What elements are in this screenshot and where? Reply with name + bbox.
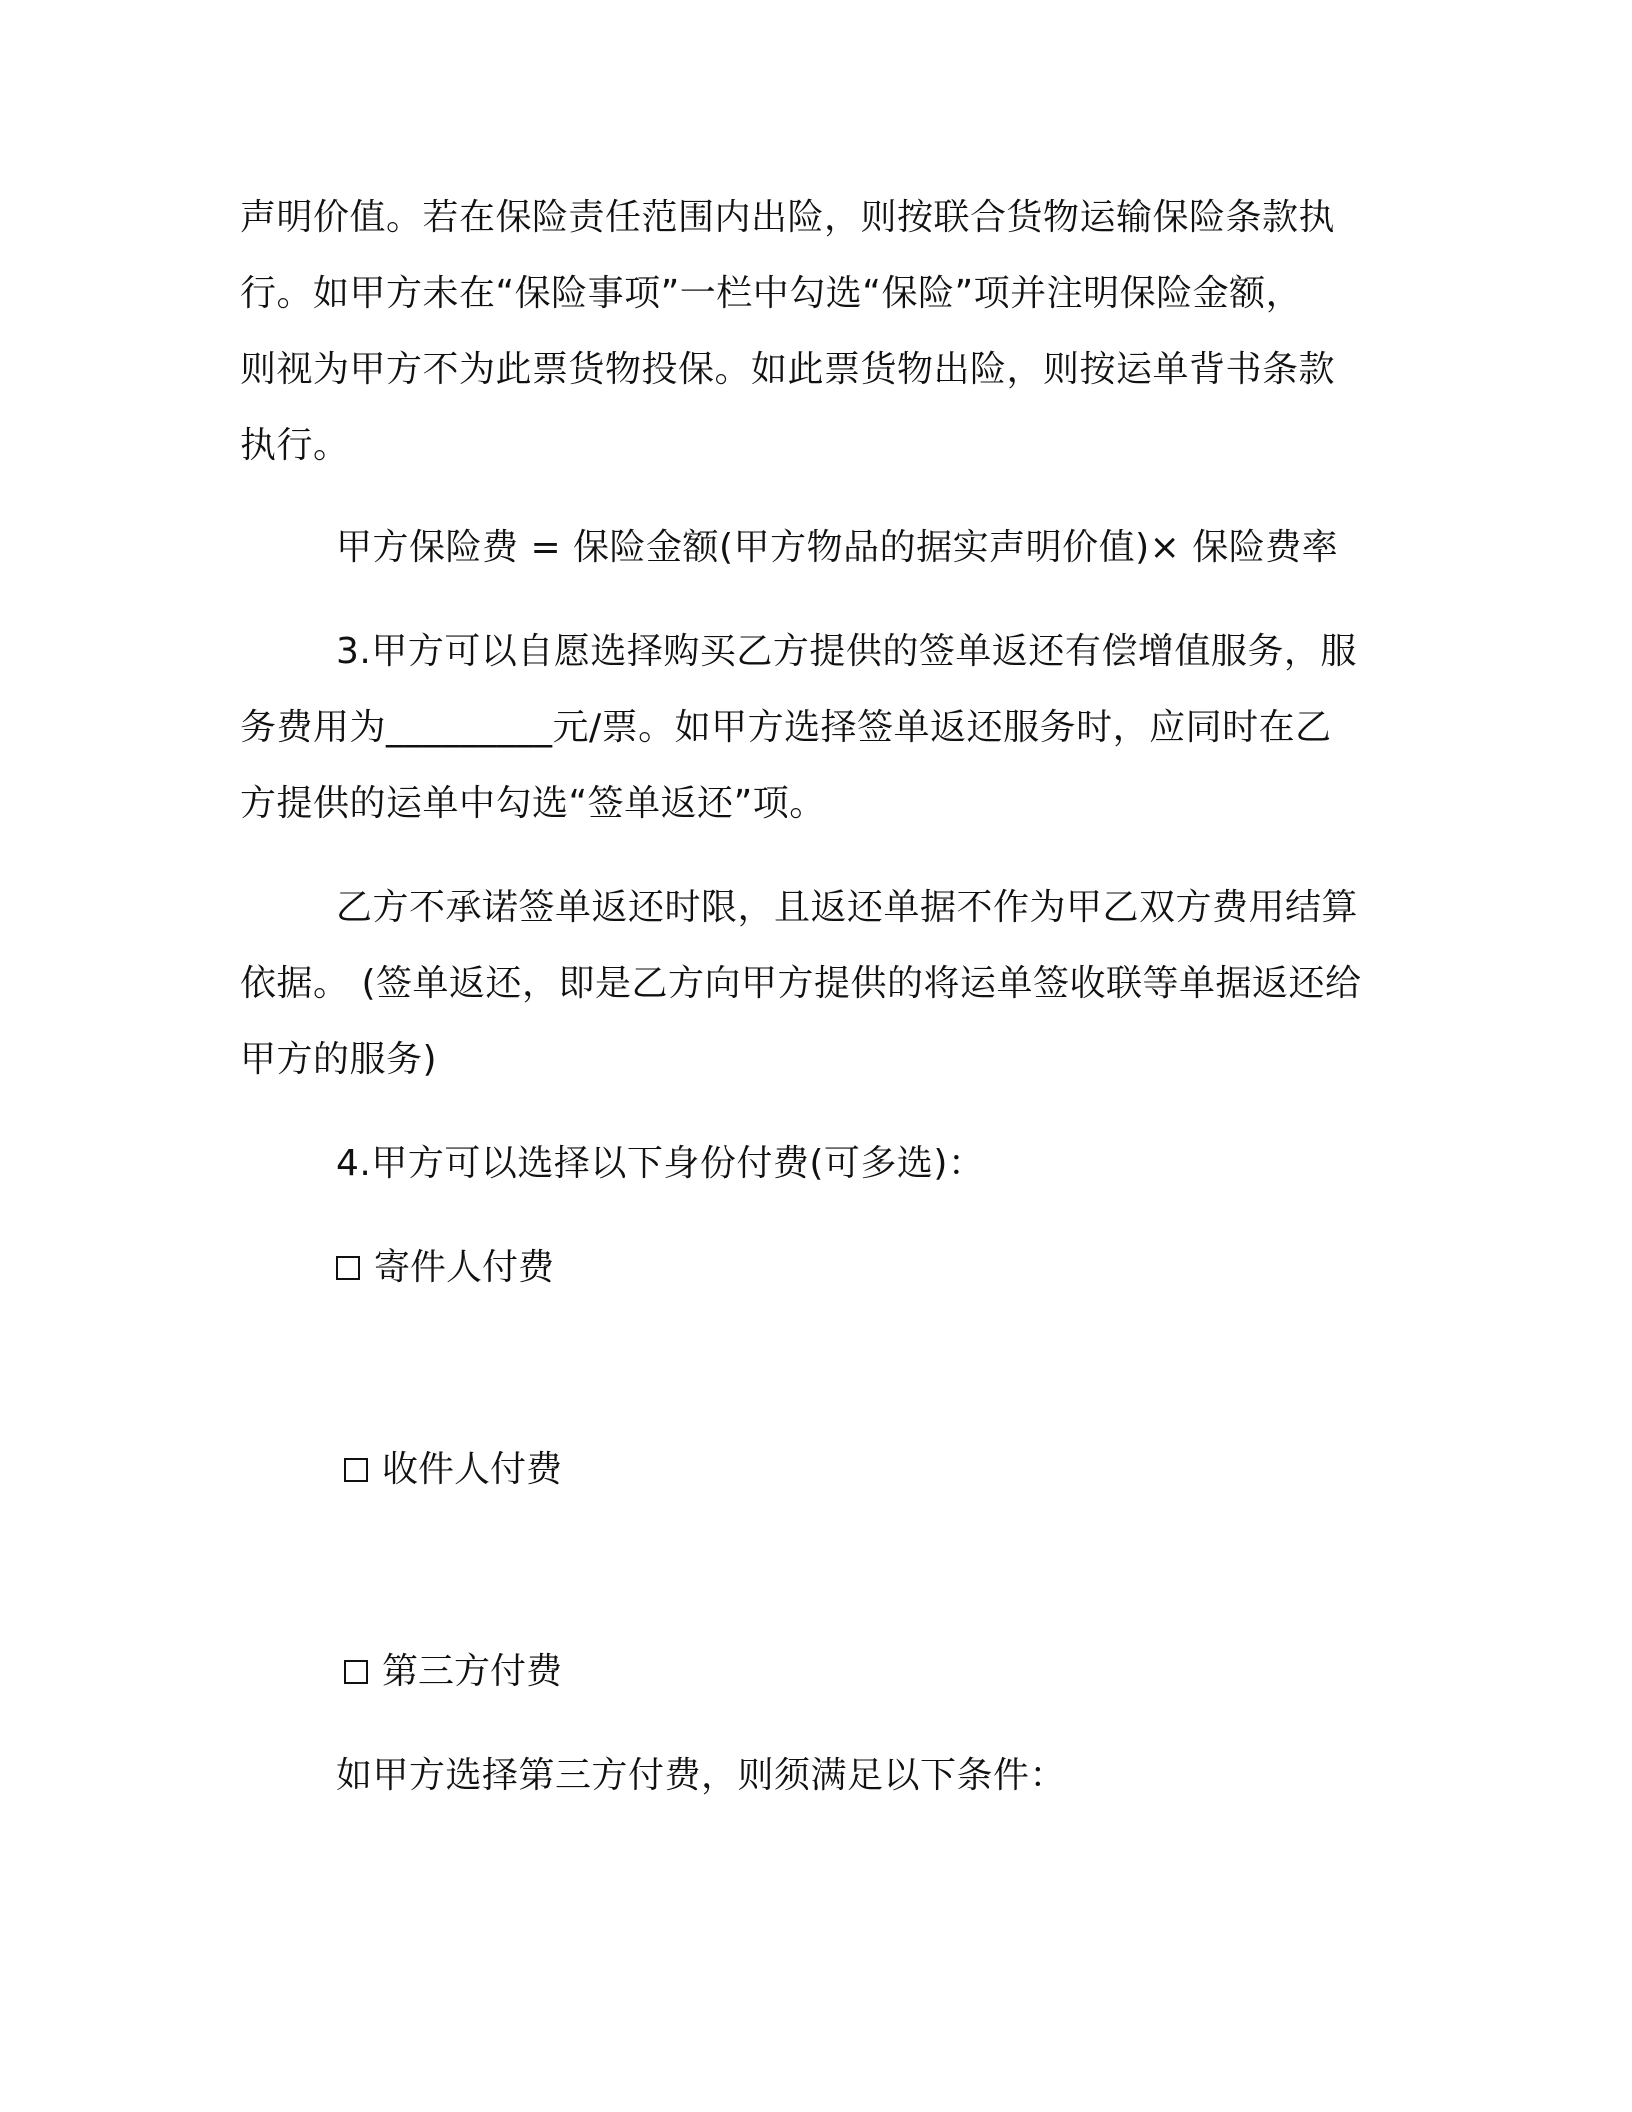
checkbox-sender[interactable] (336, 1256, 360, 1280)
clause-3-line-3: 方提供的运单中勾选“签单返还”项。 (240, 783, 826, 824)
payment-option-third-party[interactable] (344, 1650, 562, 1694)
paragraph-insurance-line-4: 执行。 (240, 425, 350, 466)
paragraph-insurance-line-3: 则视为甲方不为此票货物投保。如此票货物出险，则按运单背书条款 (240, 349, 1336, 390)
payment-option-recipient-label: 收件人付费 (382, 1449, 563, 1490)
payment-option-third-party-label: 第三方付费 (382, 1651, 563, 1692)
insurance-formula: 甲方保险费 = 保险金额(甲方物品的据实声明价值)× 保险费率 (336, 527, 1339, 568)
payment-option-sender-label: 寄件人付费 (374, 1247, 555, 1288)
payment-option-sender[interactable] (336, 1246, 554, 1290)
checkbox-recipient[interactable] (344, 1458, 368, 1482)
receipt-note-line-3: 甲方的服务) (240, 1039, 438, 1080)
paragraph-insurance-line-2: 行。如甲方未在“保险事项”一栏中勾选“保险”项并注明保险金额， (240, 273, 1303, 314)
checkbox-third-party[interactable] (344, 1660, 368, 1684)
receipt-note-line-1: 乙方不承诺签单返还时限，且返还单据不作为甲乙双方费用结算 (336, 887, 1359, 928)
clause-3-line-2: 务费用为_________元/票。如甲方选择签单返还服务时，应同时在乙 (240, 707, 1332, 748)
receipt-note-line-2: 依据。 (签单返还，即是乙方向甲方提供的将运单签收联等单据返还给 (240, 963, 1362, 1004)
clause-3-line-1: 3.甲方可以自愿选择购买乙方提供的签单返还有偿增值服务，服 (336, 631, 1357, 672)
payment-option-recipient[interactable] (344, 1448, 562, 1492)
third-party-condition: 如甲方选择第三方付费，则须满足以下条件： (336, 1755, 1067, 1796)
paragraph-insurance-line-1: 声明价值。若在保险责任范围内出险，则按联合货物运输保险条款执 (240, 197, 1336, 238)
clause-4: 4.甲方可以选择以下身份付费(可多选)： (336, 1143, 985, 1184)
